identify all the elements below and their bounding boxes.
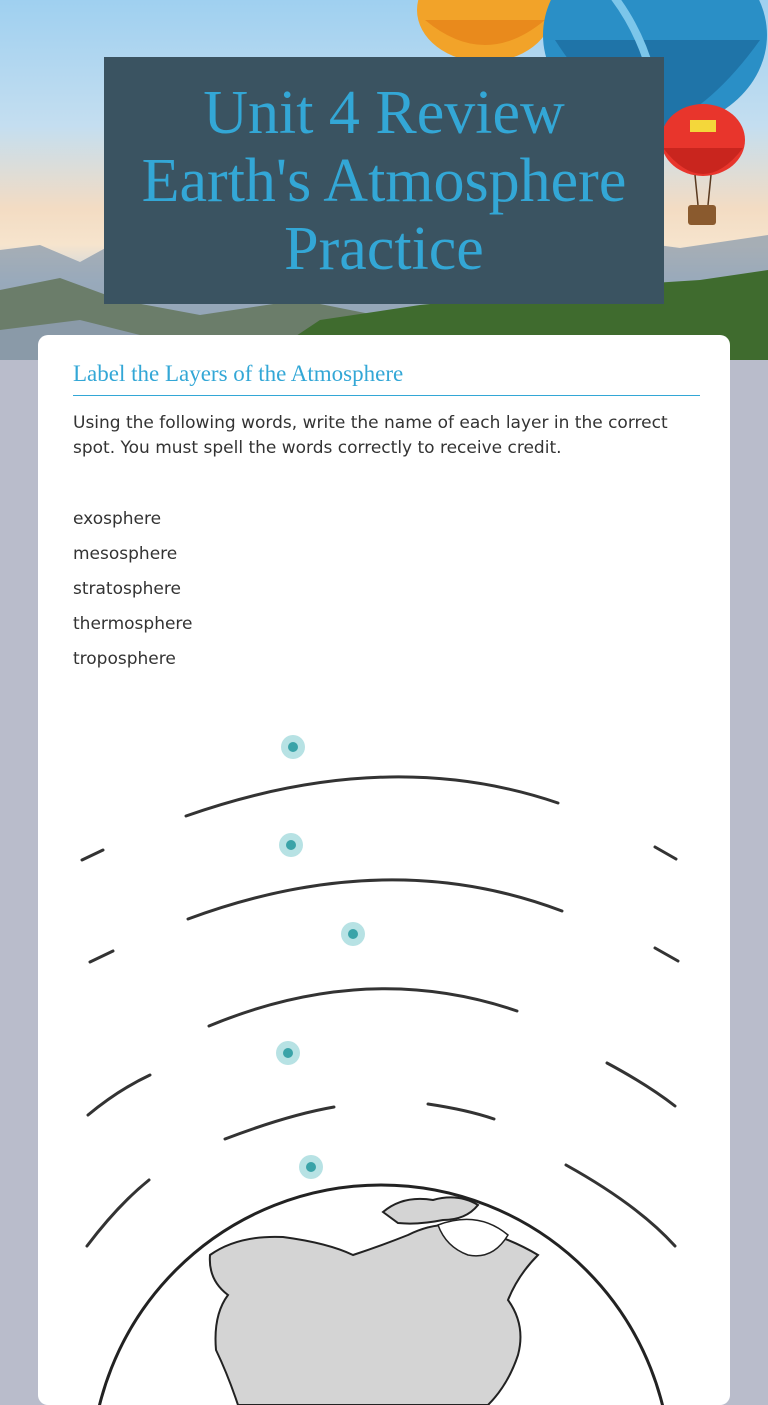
layer-boundary-line [87, 1180, 149, 1246]
section-title: Label the Layers of the Atmosphere [73, 361, 700, 396]
layer-boundary-line [566, 1165, 675, 1246]
label-spot-5[interactable] [299, 1155, 323, 1179]
layer-boundary-line [186, 777, 558, 816]
layer-boundary-line [225, 1107, 334, 1139]
layer-boundary-line [82, 850, 103, 860]
title-line-2: Earth's Atmosphere [141, 146, 627, 215]
instructions-text: Using the following words, write the name of each layer in the correct spot. You must spell the words correctly to receive credit. [73, 413, 668, 458]
label-spot-3[interactable] [341, 922, 365, 946]
word-bank [73, 505, 193, 680]
layer-boundary-line [88, 1075, 150, 1115]
word-bank-item: troposphere [73, 649, 176, 669]
worksheet-card [38, 335, 730, 1405]
header-banner-image [0, 0, 768, 360]
word-bank-item: exosphere [73, 509, 162, 529]
layer-boundary-line [607, 1063, 675, 1106]
label-spot-2[interactable] [279, 833, 303, 857]
layer-boundary-line [655, 847, 676, 859]
title-line-3: Practice [284, 214, 484, 283]
title-box [104, 57, 664, 304]
layer-boundary-line [655, 948, 678, 961]
layer-boundary-line [209, 989, 517, 1026]
label-spot-1[interactable] [281, 735, 305, 759]
title-line-1: Unit 4 Review [203, 78, 565, 147]
label-spot-4[interactable] [276, 1041, 300, 1065]
word-bank-item: stratosphere [73, 579, 181, 599]
word-bank-item: thermosphere [73, 614, 193, 634]
word-bank-item: mesosphere [73, 544, 178, 564]
layer-boundary-line [428, 1104, 494, 1119]
atmosphere-layers-diagram [38, 715, 730, 1405]
layer-boundary-line [90, 951, 113, 962]
layer-boundary-line [188, 880, 562, 919]
page-title [142, 79, 627, 283]
